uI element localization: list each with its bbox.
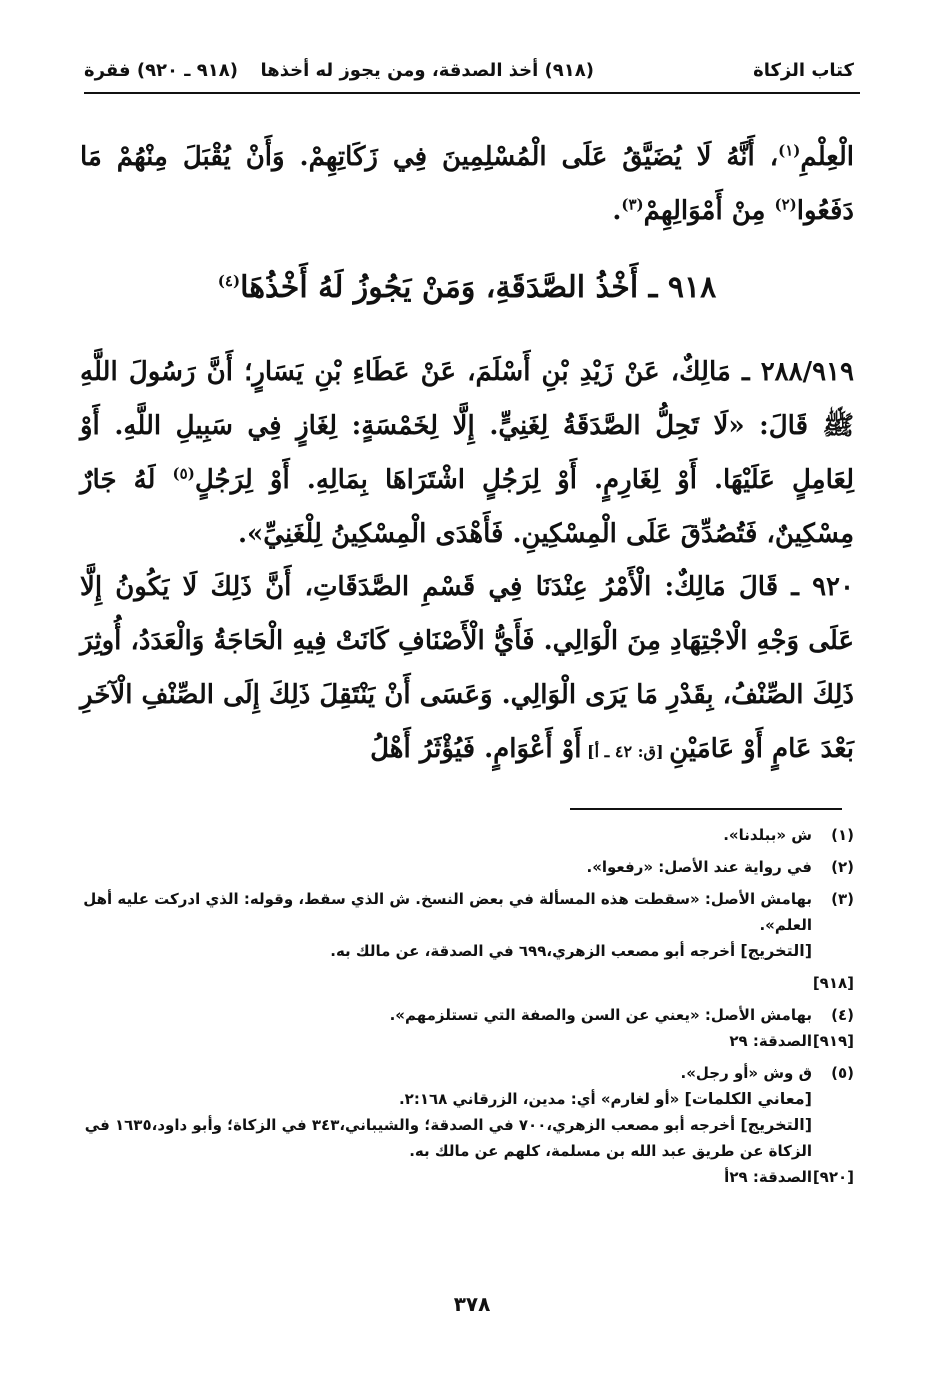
p3-text-b: أَوْ أَعْوَامٍ. فَيُؤْثَرُ أَهْلُ	[370, 734, 582, 764]
section-heading-text: ٩١٨ ـ أَخْذُ الصَّدَقَةِ، وَمَنْ يَجُوزُ لَهُ أَخْذُهَا	[240, 270, 717, 305]
takhrij-label: [التخريج]	[740, 1115, 812, 1134]
footnote-2	[80, 854, 854, 880]
footnote-text: بهامش الأصل: «يعني عن السن والصفة التي تستلزمهم».	[389, 1006, 812, 1024]
p1-text-a: الْعِلْمِ	[800, 142, 854, 172]
p2-text-a: ٢٨٨/٩١٩ ـ مَالِكٌ، عَنْ زَيْدِ بْنِ أَسْلَمَ، عَنْ عَطَاءِ بْنِ يَسَارٍ؛ أَنَّ رَسُولَ اللَّهِ ﷺ قَالَ: «لَا تَحِلُّ الصَّدَقَةُ لِغَنِيٍّ. إِلَّا لِخَمْسَةٍ: لِغَازٍ فِي سَبِيلِ اللَّهِ. أَوْ لِعَامِلٍ عَلَيْهَا. أَوْ لِغَارِمٍ. أَوْ لِرَجُلٍ اشْتَرَاهَا بِمَالِهِ. أَوْ لِرَجُلٍ	[80, 357, 854, 495]
footnote-divider	[570, 808, 842, 810]
section-heading	[80, 270, 854, 305]
cross-ref-text: الصدقة: ٢٩أ	[724, 1168, 812, 1186]
header-book-title: كتاب الزكاة	[753, 60, 854, 81]
maani-text: «أو لغارم» أي: مدين، الزرقاني ٢:١٦٨.	[398, 1090, 685, 1108]
p1-text-b: ، أَنَّهُ لَا يُضَيَّقُ عَلَى الْمُسْلِمِينَ فِي زَكَاتِهِمْ. وَأَنْ يُقْبَلَ مِنْهُمْ مَا دَفَعُوا	[80, 142, 854, 226]
footnote-ref-1[interactable]: (١)	[778, 141, 801, 160]
footnotes	[80, 822, 854, 1190]
cross-ref-number: [٩٢٠]	[812, 1168, 854, 1186]
p1-text-d: .	[612, 196, 622, 226]
footnote-3-takhrij	[80, 938, 854, 964]
page-number: ٣٧٨	[453, 1292, 491, 1316]
cross-ref-920	[80, 1164, 854, 1190]
malik-paragraph	[80, 560, 854, 779]
footnote-ref-2[interactable]: (٢)	[774, 195, 797, 214]
cross-ref-text: الصدقة: ٢٩	[729, 1032, 812, 1050]
footnote-number: (٥)	[831, 1064, 854, 1082]
footnote-1	[80, 822, 854, 848]
footnote-5-maani	[80, 1086, 854, 1112]
header-section-title: (٩١٨) أخذ الصدقة، ومن يجوز له أخذها	[260, 60, 594, 81]
cross-ref-919	[80, 1028, 854, 1054]
footnote-text: بهامش الأصل: «سقطت هذه المسألة في بعض النسخ. ش الذي سقط، وقوله: الذي ادركت عليه أهل العلم».	[83, 890, 812, 934]
cross-ref-number: [٩١٩]	[812, 1032, 854, 1050]
footnote-number: (١)	[831, 826, 854, 844]
footnote-text: ش «ببلدنا».	[723, 826, 812, 844]
footnote-number: (٤)	[831, 1006, 854, 1024]
hadith-paragraph	[80, 345, 854, 561]
takhrij-label: [التخريج]	[740, 941, 812, 960]
footnote-5-takhrij	[80, 1112, 854, 1164]
footnote-ref-4[interactable]: (٤)	[217, 272, 241, 290]
running-header	[84, 56, 854, 90]
footnote-text: في رواية عند الأصل: «رفعوا».	[586, 858, 812, 876]
footnote-ref-3[interactable]: (٣)	[621, 195, 644, 214]
maani-label: [معاني الكلمات]	[684, 1089, 812, 1108]
header-divider	[84, 92, 860, 94]
p2-text-b: لَهُ جَارٌ مِسْكِينٌ، فَتُصُدِّقَ عَلَى الْمِسْكِينِ. فَأَهْدَى الْمِسْكِينُ لِلْغَنِيِّ».	[80, 465, 854, 549]
header-paragraph-range: (٩١٨ ـ ٩٢٠) فقرة	[84, 60, 238, 81]
p3-text-a: ٩٢٠ ـ قَالَ مَالِكٌ: الْأَمْرُ عِنْدَنَا فِي قَسْمِ الصَّدَقَاتِ، أَنَّ ذَلِكَ لَا يَكُونُ إِلَّا عَلَى وَجْهِ الْاجْتِهَادِ مِنَ الْوَالِي. فَأَيُّ الْأَصْنَافِ كَانَتْ فِيهِ الْحَاجَةُ وَالْعَدَدُ، أُوثِرَ ذَلِكَ الصِّنْفُ، بِقَدْرِ مَا يَرَى الْوَالِي. وَعَسَى أَنْ يَنْتَقِلَ ذَلِكَ إِلَى الصِّنْفِ الْآخَرِ بَعْدَ عَامٍ أَوْ عَامَيْنِ	[80, 572, 854, 764]
paragraph-continuation	[80, 130, 854, 238]
takhrij-text: أخرجه أبو مصعب الزهري،٧٠٠ في الصدقة؛ والشيباني،٣٤٣ في الزكاة؛ وأبو داود،١٦٣٥ في الزكاة عن طريق عبد الله بن مسلمة، كلهم عن مالك به.	[84, 1116, 812, 1160]
footnote-number: (٣)	[831, 890, 854, 908]
footnote-text: ق وش «أو رجل».	[680, 1064, 812, 1082]
footnote-5	[80, 1060, 854, 1086]
footnote-number: (٢)	[831, 858, 854, 876]
p1-text-c: مِنْ أَمْوَالِهِمْ	[643, 196, 775, 226]
manuscript-folio-ref: [ق: ٤٢ ـ أ]	[581, 742, 670, 761]
footnote-4	[80, 1002, 854, 1028]
cross-ref-918: [٩١٨]	[812, 974, 854, 992]
takhrij-text: أخرجه أبو مصعب الزهري،٦٩٩ في الصدقة، عن مالك به.	[330, 942, 741, 960]
footnote-3	[80, 886, 854, 938]
footnote-ref-5[interactable]: (٥)	[172, 464, 195, 483]
